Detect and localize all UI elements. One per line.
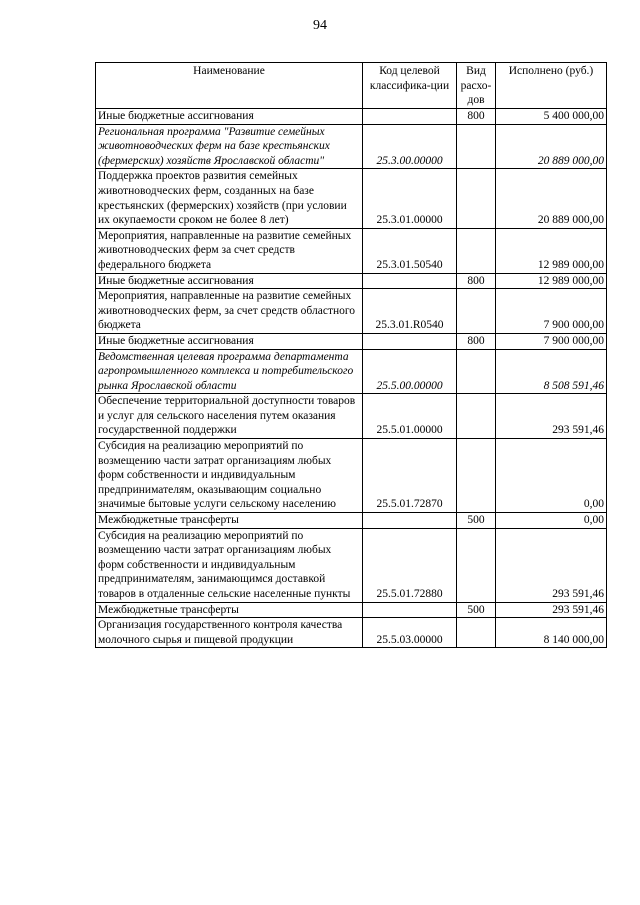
page-number: 94 bbox=[313, 18, 327, 33]
table-row bbox=[96, 394, 607, 439]
table-row bbox=[96, 289, 607, 334]
row-name: Субсидия на реализацию мероприятий по возмещению части затрат организациям любых форм собственности и индивидуальным предпринимателям, оказывающим социально значимые бытовые услуги сельскому населению bbox=[96, 439, 363, 513]
row-name: Ведомственная целевая программа департамента агропромышленного комплекса и потребительского рынка Ярославской области bbox=[96, 349, 363, 394]
row-kind: 800 bbox=[457, 109, 496, 125]
table-row bbox=[96, 513, 607, 529]
row-code bbox=[363, 513, 457, 529]
budget-table bbox=[95, 62, 607, 648]
row-kind: 800 bbox=[457, 273, 496, 289]
row-sum: 7 900 000,00 bbox=[496, 289, 607, 334]
row-name: Мероприятия, направленные на развитие семейных животноводческих ферм, за счет средств областного бюджета bbox=[96, 289, 363, 334]
row-name: Поддержка проектов развития семейных животноводческих ферм, созданных на базе крестьянских (фермерских) хозяйств (при условии их окупаемости сроком не более 8 лет) bbox=[96, 169, 363, 228]
row-name: Субсидия на реализацию мероприятий по возмещению части затрат организациям любых форм собственности и индивидуальным предпринимателям, занимающимся доставкой товаров в отдаленные сельские населенные пункты bbox=[96, 528, 363, 602]
row-sum: 12 989 000,00 bbox=[496, 273, 607, 289]
row-name: Межбюджетные трансферты bbox=[96, 513, 363, 529]
table-row bbox=[96, 169, 607, 228]
row-sum: 8 140 000,00 bbox=[496, 618, 607, 648]
row-kind bbox=[457, 228, 496, 273]
row-name: Межбюджетные трансферты bbox=[96, 602, 363, 618]
table-row bbox=[96, 273, 607, 289]
row-code: 25.5.01.72880 bbox=[363, 528, 457, 602]
row-code bbox=[363, 273, 457, 289]
row-code: 25.3.01.R0540 bbox=[363, 289, 457, 334]
row-sum: 7 900 000,00 bbox=[496, 333, 607, 349]
row-sum: 293 591,46 bbox=[496, 602, 607, 618]
row-sum: 0,00 bbox=[496, 439, 607, 513]
row-name: Региональная программа "Развитие семейных животноводческих ферм на базе крестьянских (фермерских) хозяйств Ярославской области" bbox=[96, 124, 363, 169]
row-code bbox=[363, 333, 457, 349]
header-name: Наименование bbox=[96, 63, 363, 109]
row-kind bbox=[457, 439, 496, 513]
row-name: Иные бюджетные ассигнования bbox=[96, 333, 363, 349]
row-sum: 12 989 000,00 bbox=[496, 228, 607, 273]
row-sum: 8 508 591,46 bbox=[496, 349, 607, 394]
row-sum: 293 591,46 bbox=[496, 394, 607, 439]
table-header-row bbox=[96, 63, 607, 109]
row-name: Иные бюджетные ассигнования bbox=[96, 273, 363, 289]
row-sum: 293 591,46 bbox=[496, 528, 607, 602]
header-sum: Исполнено (руб.) bbox=[496, 63, 607, 109]
row-code: 25.5.00.00000 bbox=[363, 349, 457, 394]
row-kind bbox=[457, 169, 496, 228]
header-code: Код целевой классифика-ции bbox=[363, 63, 457, 109]
row-sum: 5 400 000,00 bbox=[496, 109, 607, 125]
row-kind bbox=[457, 618, 496, 648]
table-row bbox=[96, 528, 607, 602]
row-kind bbox=[457, 289, 496, 334]
row-name: Мероприятия, направленные на развитие семейных животноводческих ферм за счет средств федерального бюджета bbox=[96, 228, 363, 273]
row-kind: 800 bbox=[457, 333, 496, 349]
row-kind bbox=[457, 528, 496, 602]
row-sum: 20 889 000,00 bbox=[496, 169, 607, 228]
table-row bbox=[96, 228, 607, 273]
row-code bbox=[363, 602, 457, 618]
table-body bbox=[96, 109, 607, 648]
row-code: 25.3.00.00000 bbox=[363, 124, 457, 169]
row-name: Обеспечение территориальной доступности товаров и услуг для сельского населения путем оказания государственной поддержки bbox=[96, 394, 363, 439]
header-kind: Вид расхо-дов bbox=[457, 63, 496, 109]
row-sum: 0,00 bbox=[496, 513, 607, 529]
table-row bbox=[96, 439, 607, 513]
table-row bbox=[96, 618, 607, 648]
row-code: 25.3.01.50540 bbox=[363, 228, 457, 273]
row-kind bbox=[457, 124, 496, 169]
row-code: 25.3.01.00000 bbox=[363, 169, 457, 228]
table-row bbox=[96, 349, 607, 394]
row-kind: 500 bbox=[457, 513, 496, 529]
row-name: Иные бюджетные ассигнования bbox=[96, 109, 363, 125]
row-kind bbox=[457, 349, 496, 394]
table-row bbox=[96, 333, 607, 349]
table-row bbox=[96, 602, 607, 618]
row-code: 25.5.01.72870 bbox=[363, 439, 457, 513]
row-sum: 20 889 000,00 bbox=[496, 124, 607, 169]
table-row bbox=[96, 124, 607, 169]
row-name: Организация государственного контроля качества молочного сырья и пищевой продукции bbox=[96, 618, 363, 648]
row-code: 25.5.03.00000 bbox=[363, 618, 457, 648]
row-kind: 500 bbox=[457, 602, 496, 618]
row-kind bbox=[457, 394, 496, 439]
row-code bbox=[363, 109, 457, 125]
row-code: 25.5.01.00000 bbox=[363, 394, 457, 439]
table-row bbox=[96, 109, 607, 125]
